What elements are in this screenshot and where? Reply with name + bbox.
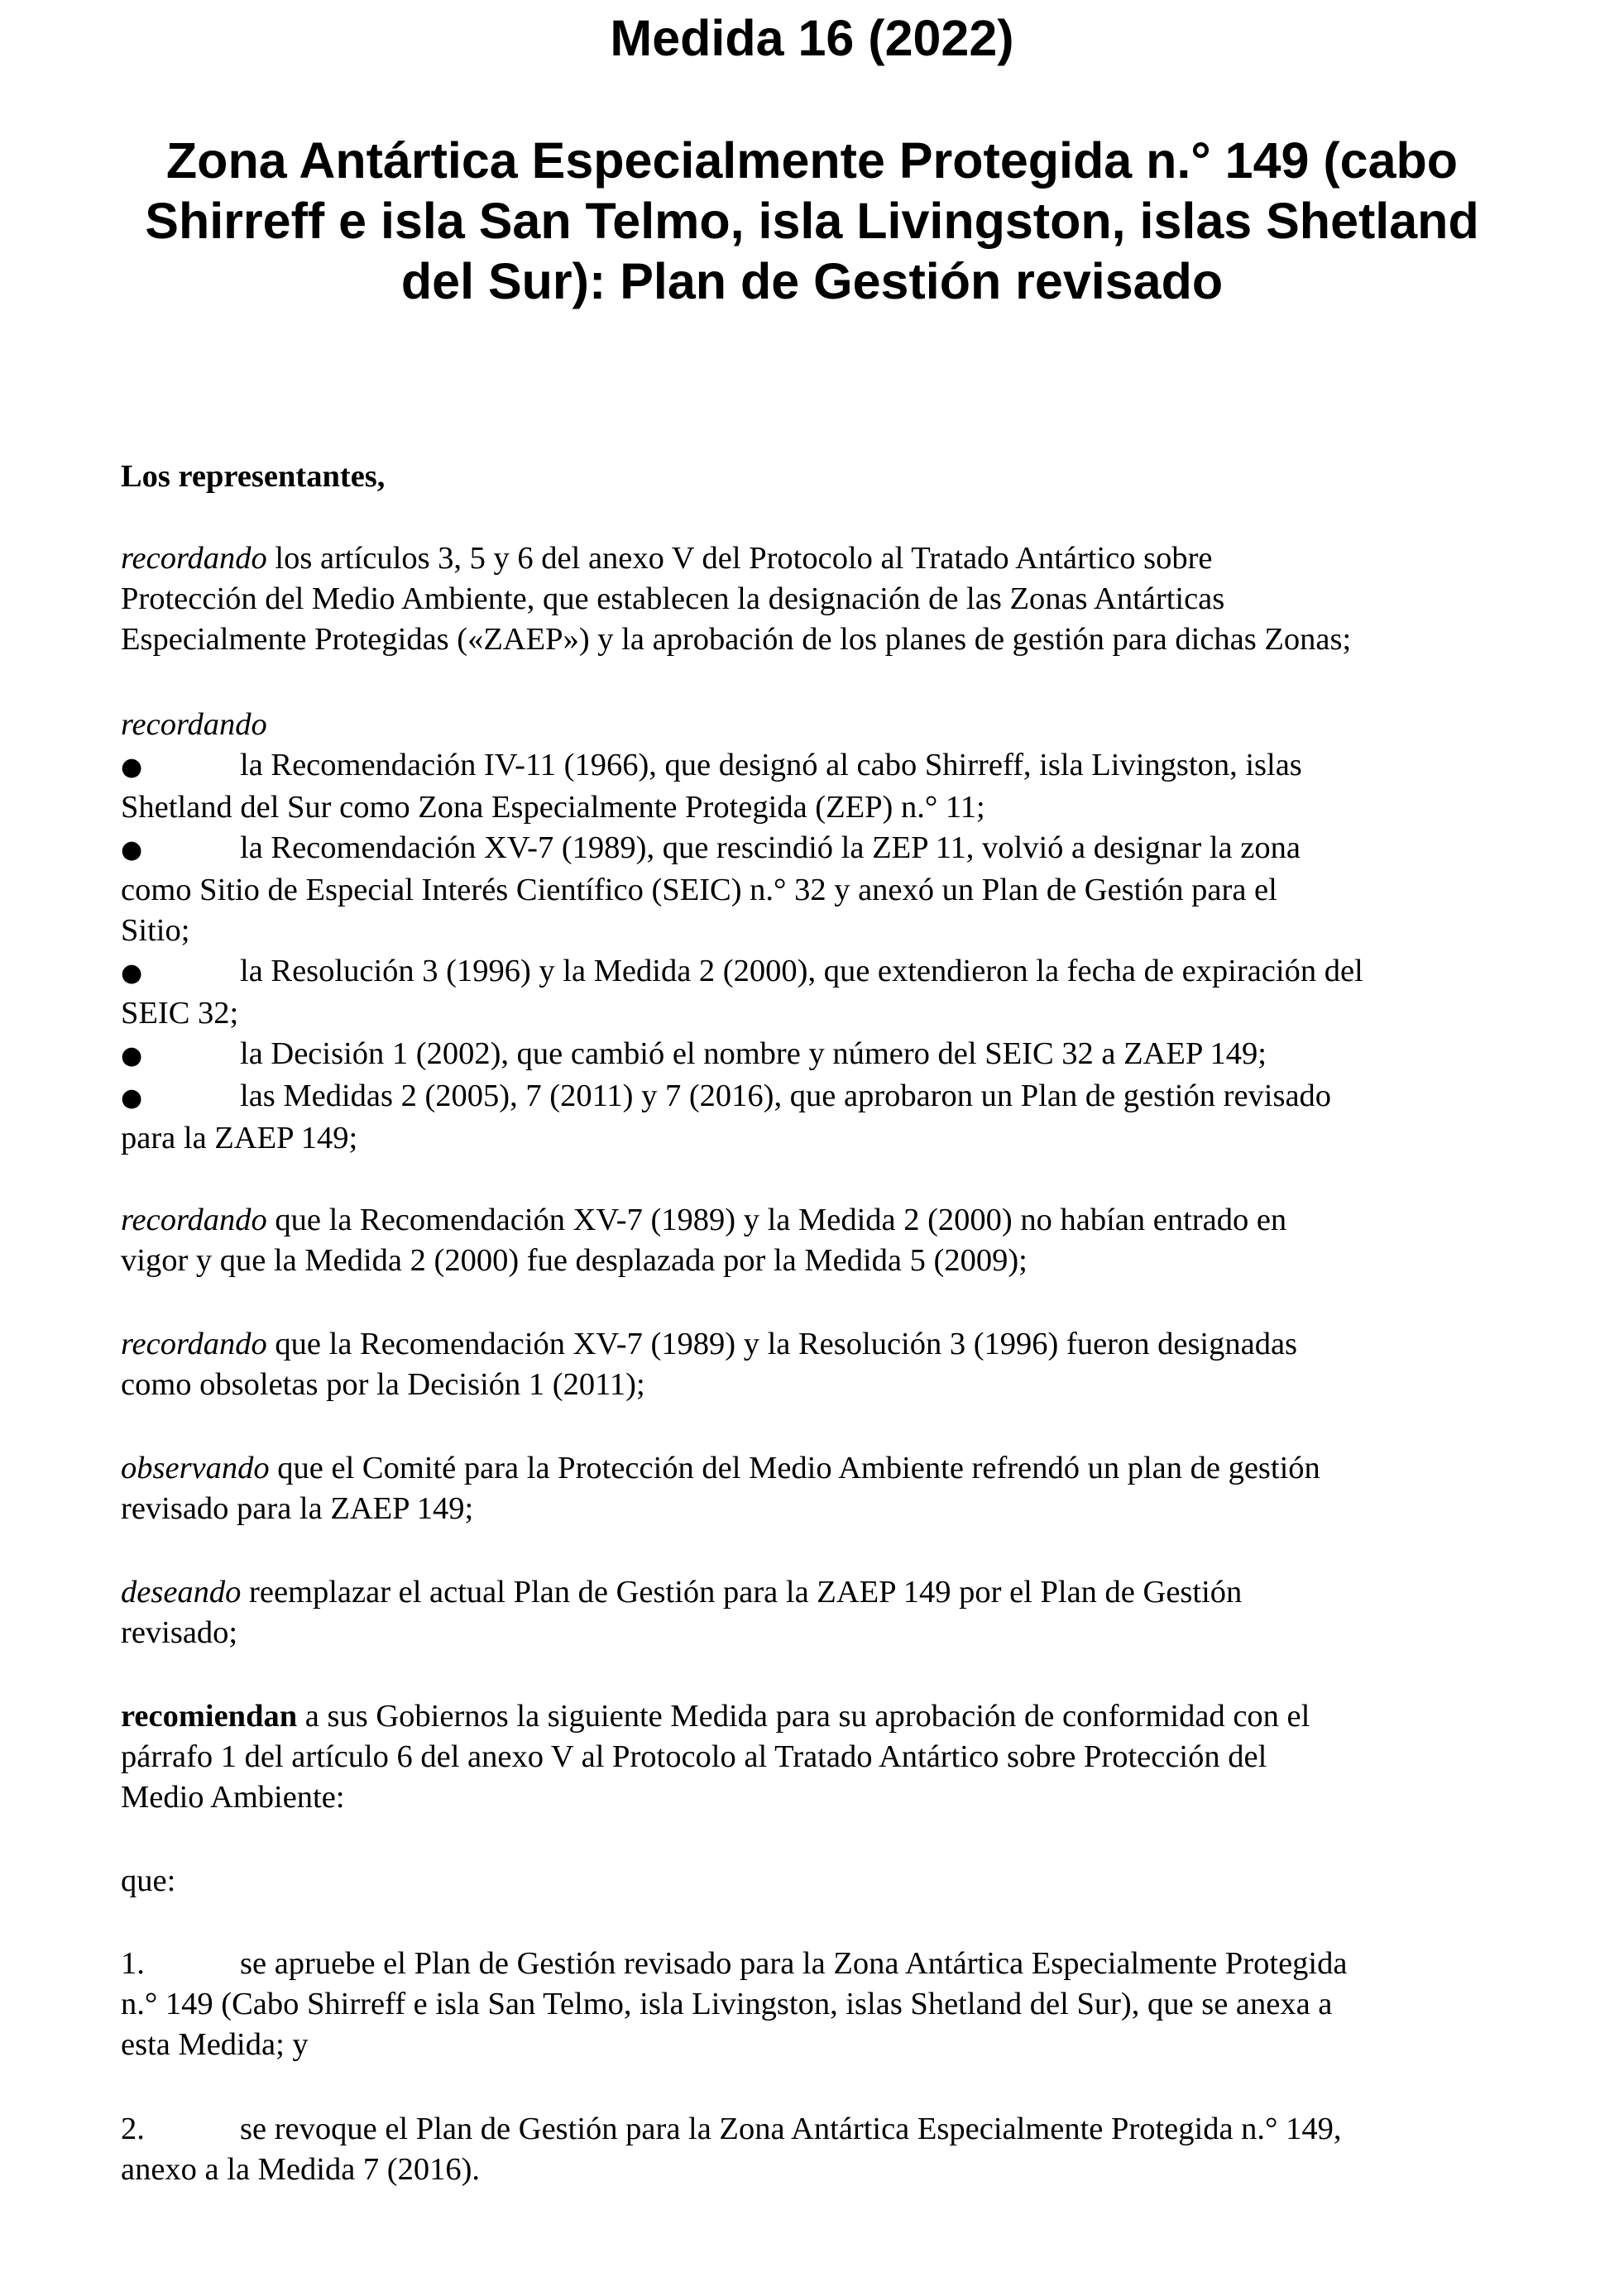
paragraph-lead: observando bbox=[121, 1451, 270, 1485]
que-label: que: bbox=[121, 1863, 176, 1898]
paragraph-line: que la Recomendación XV-7 (1989) y la Medida 2 (2000) no habían entrado en bbox=[266, 1203, 1287, 1237]
paragraph-recordando-list bbox=[121, 705, 1544, 1159]
paragraph-lead: recordando bbox=[121, 1203, 267, 1237]
paragraph-recordando-3 bbox=[121, 1200, 1544, 1281]
bullet-icon: ● bbox=[121, 835, 143, 864]
zone-title-line: del Sur): Plan de Gestión revisado bbox=[400, 253, 1224, 309]
bullet-icon: ● bbox=[121, 753, 143, 782]
list-item-continuation: Sitio; bbox=[121, 913, 190, 948]
item-line: se apruebe el Plan de Gestión revisado para la Zona Antártica Especialmente Protegida bbox=[240, 1946, 1348, 1981]
item-number: 1. bbox=[121, 1946, 145, 1981]
paragraph-lead: recordando bbox=[121, 541, 267, 576]
paragraph-line: revisado para la ZAEP 149; bbox=[121, 1491, 474, 1526]
list-item-continuation: SEIC 32; bbox=[121, 996, 239, 1031]
paragraph-line: que la Recomendación XV-7 (1989) y la Resolución 3 (1996) fueron designadas bbox=[266, 1327, 1298, 1361]
list-item-continuation: Shetland del Sur como Zona Especialmente Protegida (ZEP) n.° 11; bbox=[121, 790, 985, 825]
paragraph-recordando-4 bbox=[121, 1324, 1544, 1405]
list-item-continuation: como Sitio de Especial Interés Científico (SEIC) n.° 32 y anexó un Plan de Gestión para el bbox=[121, 873, 1277, 907]
item-line: n.° 149 (Cabo Shirreff e isla San Telmo, isla Livingston, islas Shetland del Sur), que se anexa a bbox=[121, 1987, 1333, 2021]
paragraph-line: Medio Ambiente: bbox=[121, 1780, 345, 1815]
paragraph-deseando bbox=[121, 1572, 1544, 1653]
list-item: ● la Decisión 1 (2002), que cambió el nombre y número del SEIC 32 a ZAEP 149; bbox=[121, 1034, 1544, 1076]
paragraph-line: reemplazar el actual Plan de Gestión para la ZAEP 149 por el Plan de Gestión bbox=[241, 1575, 1243, 1610]
item-line: esta Medida; y bbox=[121, 2027, 309, 2062]
item-line: anexo a la Medida 7 (2016). bbox=[121, 2152, 481, 2187]
paragraph-line: Especialmente Protegidas («ZAEP») y la aprobación de los planes de gestión para dichas Zonas; bbox=[121, 622, 1352, 657]
paragraph-lead: recordando bbox=[121, 1327, 267, 1361]
zone-title bbox=[0, 131, 1624, 312]
list-item: ● las Medidas 2 (2005), 7 (2011) y 7 (2016), que aprobaron un Plan de gestión revisado bbox=[121, 1076, 1544, 1118]
paragraph-lead: recordando bbox=[121, 707, 267, 742]
paragraph-lead: deseando bbox=[121, 1575, 242, 1610]
list-item-continuation: para la ZAEP 149; bbox=[121, 1121, 358, 1155]
list-item: ● la Resolución 3 (1996) y la Medida 2 (2000), que extendieron la fecha de expiración del bbox=[121, 951, 1544, 993]
bullet-icon: ● bbox=[121, 1083, 143, 1112]
paragraph-line: a sus Gobiernos la siguiente Medida para su aprobación de conformidad con el bbox=[297, 1699, 1310, 1734]
paragraph-recordando-1 bbox=[121, 538, 1544, 660]
paragraph-recomiendan bbox=[121, 1696, 1544, 1818]
paragraph-line: que el Comité para la Protección del Medio Ambiente refrendó un plan de gestión bbox=[269, 1451, 1320, 1485]
zone-title-line: Zona Antártica Especialmente Protegida n.° 149 (cabo bbox=[165, 132, 1459, 189]
paragraph-line: Protección del Medio Ambiente, que establecen la designación de las Zonas Antárticas bbox=[121, 581, 1225, 616]
numbered-item bbox=[121, 2109, 1544, 2190]
paragraph-line: revisado; bbox=[121, 1615, 238, 1650]
paragraph-line: vigor y que la Medida 2 (2000) fue desplazada por la Medida 5 (2009); bbox=[121, 1243, 1028, 1278]
paragraph-line: como obsoletas por la Decisión 1 (2011); bbox=[121, 1367, 645, 1402]
list-item: ● la Recomendación IV-11 (1966), que designó al cabo Shirreff, isla Livingston, islas bbox=[121, 745, 1544, 787]
paragraph-observando bbox=[121, 1448, 1544, 1529]
measure-title: Medida 16 (2022) bbox=[610, 10, 1014, 66]
bullet-icon: ● bbox=[121, 959, 143, 988]
intro-heading: Los representantes, bbox=[121, 459, 386, 494]
item-line: se revoque el Plan de Gestión para la Zona Antártica Especialmente Protegida n.° 149, bbox=[240, 2112, 1342, 2146]
bullet-icon: ● bbox=[121, 1041, 143, 1070]
numbered-item bbox=[121, 1944, 1544, 2065]
zone-title-line: Shirreff e isla San Telmo, isla Livingston, islas Shetland bbox=[145, 193, 1479, 249]
paragraph-lead: recomiendan bbox=[121, 1699, 298, 1734]
list-item: ● la Recomendación XV-7 (1989), que rescindió la ZEP 11, volvió a designar la zona bbox=[121, 828, 1544, 870]
paragraph-line: los artículos 3, 5 y 6 del anexo V del Protocolo al Tratado Antártico sobre bbox=[266, 541, 1213, 576]
paragraph-line: párrafo 1 del artículo 6 del anexo V al Protocolo al Tratado Antártico sobre Protección del bbox=[121, 1739, 1267, 1774]
item-number: 2. bbox=[121, 2112, 145, 2146]
